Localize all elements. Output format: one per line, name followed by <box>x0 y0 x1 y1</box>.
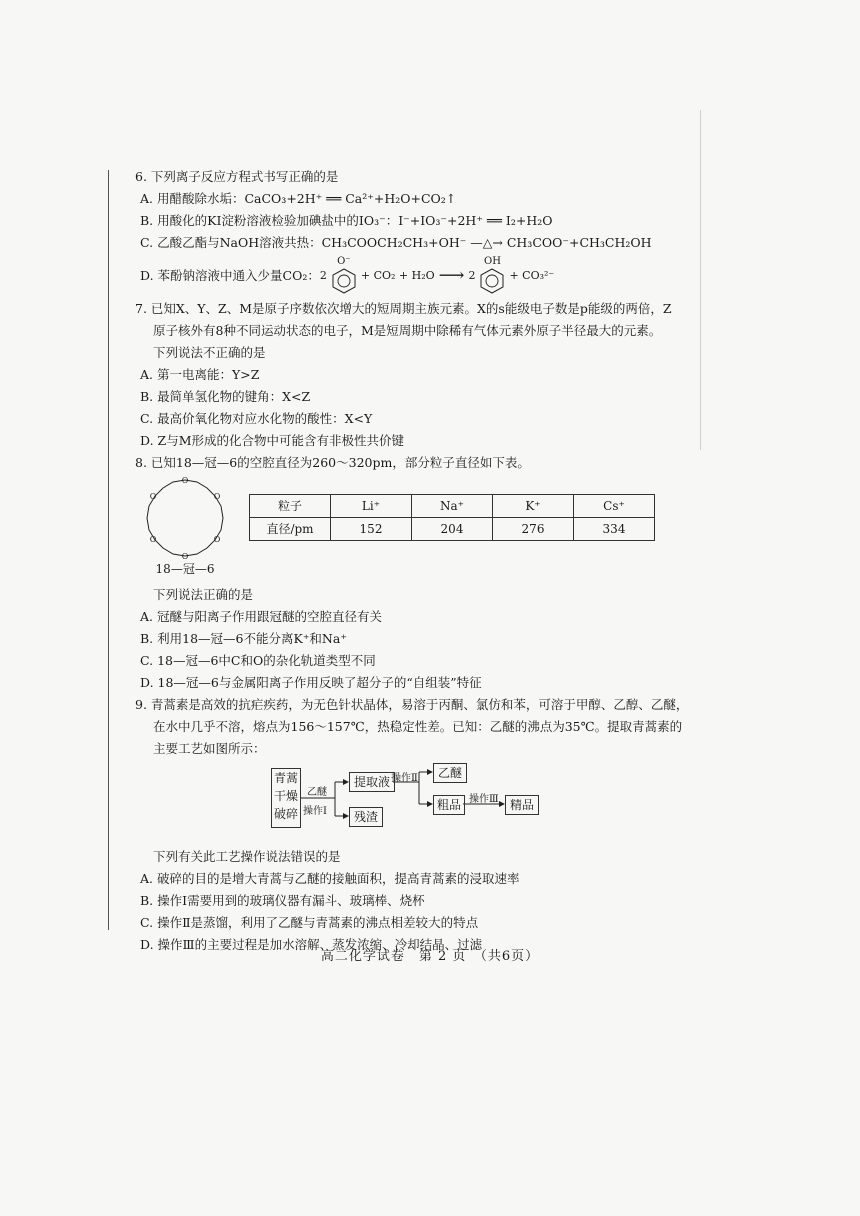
flow-box-crude <box>433 795 465 815</box>
flow-label-op1: 操作Ⅰ <box>303 806 327 817</box>
benzene-ring-icon <box>331 267 357 295</box>
table-cell: Li⁺ <box>331 495 412 518</box>
left-margin-line <box>108 170 109 930</box>
process-flow-diagram <box>135 764 695 840</box>
flow-label-op2: 操作Ⅱ <box>391 773 418 784</box>
flow-start-line1: 青蒿 <box>273 771 298 785</box>
reaction-arrow: ⟶ <box>438 265 465 286</box>
svg-text:O: O <box>149 535 157 544</box>
table-cell: Cs⁺ <box>574 495 655 518</box>
q9-stem-line4: 下列有关此工艺操作说法错误的是 <box>153 849 341 864</box>
svg-text:O: O <box>181 552 189 560</box>
q8-option-b: B. 利用18—冠—6不能分离K⁺和Na⁺ <box>140 631 347 646</box>
q7-stem-line3: 下列说法不正确的是 <box>153 345 266 360</box>
question-8 <box>135 452 695 694</box>
table-cell: 直径/pm <box>250 518 331 541</box>
table-cell: 334 <box>574 518 655 541</box>
product-carbonate: + CO₃²⁻ <box>509 269 555 282</box>
flow-pure-label: 精品 <box>509 798 534 812</box>
q6-option-d-text: D. 苯酚钠溶液中通入少量CO₂： <box>140 268 320 283</box>
ion-diameter-table <box>249 494 655 541</box>
crown-ether-label: 18—冠—6 <box>155 562 215 576</box>
q9-option-b: B. 操作Ⅰ需要用到的玻璃仪器有漏斗、玻璃棒、烧杯 <box>140 893 425 908</box>
q8-option-d: D. 18—冠—6与金属阳离子作用反映了超分子的“自组装”特征 <box>140 675 482 690</box>
crown-ether-figure <box>135 476 235 580</box>
table-row <box>250 518 655 541</box>
flow-box-residue <box>349 807 383 827</box>
flow-extract-label: 提取液 <box>353 775 390 789</box>
q9-option-d: D. 操作Ⅲ的主要过程是加水溶解、蒸发浓缩、冷却结晶、过滤 <box>140 937 483 952</box>
q9-stem-line2: 在水中几乎不溶，熔点为156～157℃，热稳定性差。已知：乙醚的沸点为35℃。提取青蒿素的 <box>153 719 683 734</box>
q9-option-a: A. 破碎的目的是增大青蒿与乙醚的接触面积，提高青蒿素的浸取速率 <box>140 871 520 886</box>
question-7 <box>135 298 695 452</box>
q9-option-c: C. 操作Ⅱ是蒸馏，利用了乙醚与青蒿素的沸点相差较大的特点 <box>140 915 479 930</box>
coef-1: 2 <box>319 269 327 282</box>
q6-stem: 6. 下列离子反应方程式书写正确的是 <box>135 169 339 184</box>
table-cell: K⁺ <box>493 495 574 518</box>
table-cell: 204 <box>412 518 493 541</box>
q6-option-a: A. 用醋酸除水垢：CaCO₃+2H⁺ ══ Ca²⁺+H₂O+CO₂↑ <box>140 191 457 206</box>
q9-stem-line3: 主要工艺如图所示： <box>153 741 266 756</box>
q8-option-a: A. 冠醚与阳离子作用跟冠醚的空腔直径有关 <box>140 609 382 624</box>
svg-text:O: O <box>149 492 157 501</box>
q6-option-d <box>135 254 695 298</box>
question-6 <box>135 166 695 298</box>
svg-text:O: O <box>213 535 221 544</box>
table-header-row <box>250 495 655 518</box>
flow-crude-label: 粗品 <box>436 798 461 812</box>
content <box>135 166 695 956</box>
table-cell: 粒子 <box>250 495 331 518</box>
phenol-substituent: OH <box>484 256 501 267</box>
phenoxide-equation <box>320 257 554 295</box>
crown-ether-block <box>135 476 695 580</box>
q8-stem2: 下列说法正确的是 <box>153 587 254 602</box>
flow-start-line2: 干燥 <box>273 789 298 803</box>
flow-label-op3: 操作Ⅲ <box>469 794 499 805</box>
benzene-ring-icon <box>479 267 505 295</box>
flow-ether-label: 乙醚 <box>437 766 462 780</box>
q8-stem: 8. 已知18—冠—6的空腔直径为260～320pm，部分粒子直径如下表。 <box>135 455 530 470</box>
svg-text:O: O <box>213 492 221 501</box>
phenol-structure <box>479 257 505 295</box>
q8-option-c: C. 18—冠—6中C和O的杂化轨道类型不同 <box>140 653 376 668</box>
reagents: + CO₂ + H₂O <box>360 269 435 282</box>
phenoxide-substituent: O⁻ <box>337 256 351 267</box>
flow-box-ether <box>433 763 467 783</box>
table-cell: 276 <box>493 518 574 541</box>
q7-option-a: A. 第一电离能：Y>Z <box>140 367 260 382</box>
q7-stem-line1: 7. 已知X、Y、Z、M是原子序数依次增大的短周期主族元素。X的s能级电子数是p能级的两倍，Z <box>135 301 672 316</box>
page-footer: 高二化学试卷 第 2 页 （共6页） <box>320 949 540 964</box>
q7-option-d: D. Z与M形成的化合物中可能含有非极性共价键 <box>140 433 405 448</box>
svg-text:O: O <box>181 476 189 485</box>
phenoxide-structure <box>331 257 357 295</box>
q7-option-b: B. 最简单氢化物的键角：X<Z <box>140 389 311 404</box>
flow-box-start <box>271 768 301 828</box>
q7-option-c: C. 最高价氧化物对应水化物的酸性：X<Y <box>140 411 373 426</box>
right-bleed-line <box>700 110 701 450</box>
coef-2: 2 <box>468 269 476 282</box>
q9-stem-line1: 9. 青蒿素是高效的抗疟疾药，为无色针状晶体，易溶于丙酮、氯仿和苯，可溶于甲醇、乙醇、乙醚， <box>135 697 689 712</box>
q6-option-c: C. 乙酸乙酯与NaOH溶液共热：CH₃COOCH₂CH₃+OH⁻ —△→ CH₃COO⁻+CH₃CH₂OH <box>140 235 652 250</box>
flow-box-extract <box>349 772 395 792</box>
flow-label-reagent: 乙醚 <box>307 787 327 798</box>
table-cell: Na⁺ <box>412 495 493 518</box>
flow-residue-label: 残渣 <box>353 810 378 824</box>
table-cell: 152 <box>331 518 412 541</box>
question-9 <box>135 694 695 956</box>
q7-stem-line2: 原子核外有8种不同运动状态的电子，M是短周期中除稀有气体元素外原子半径最大的元素。 <box>153 323 662 338</box>
crown-ether-structure-icon <box>137 476 233 560</box>
q6-option-b: B. 用酸化的KI淀粉溶液检验加碘盐中的IO₃⁻：I⁻+IO₃⁻+2H⁺ ══ I₂+H₂O <box>140 213 553 228</box>
flow-box-pure <box>505 795 539 815</box>
flow-start-line3: 破碎 <box>273 807 298 821</box>
